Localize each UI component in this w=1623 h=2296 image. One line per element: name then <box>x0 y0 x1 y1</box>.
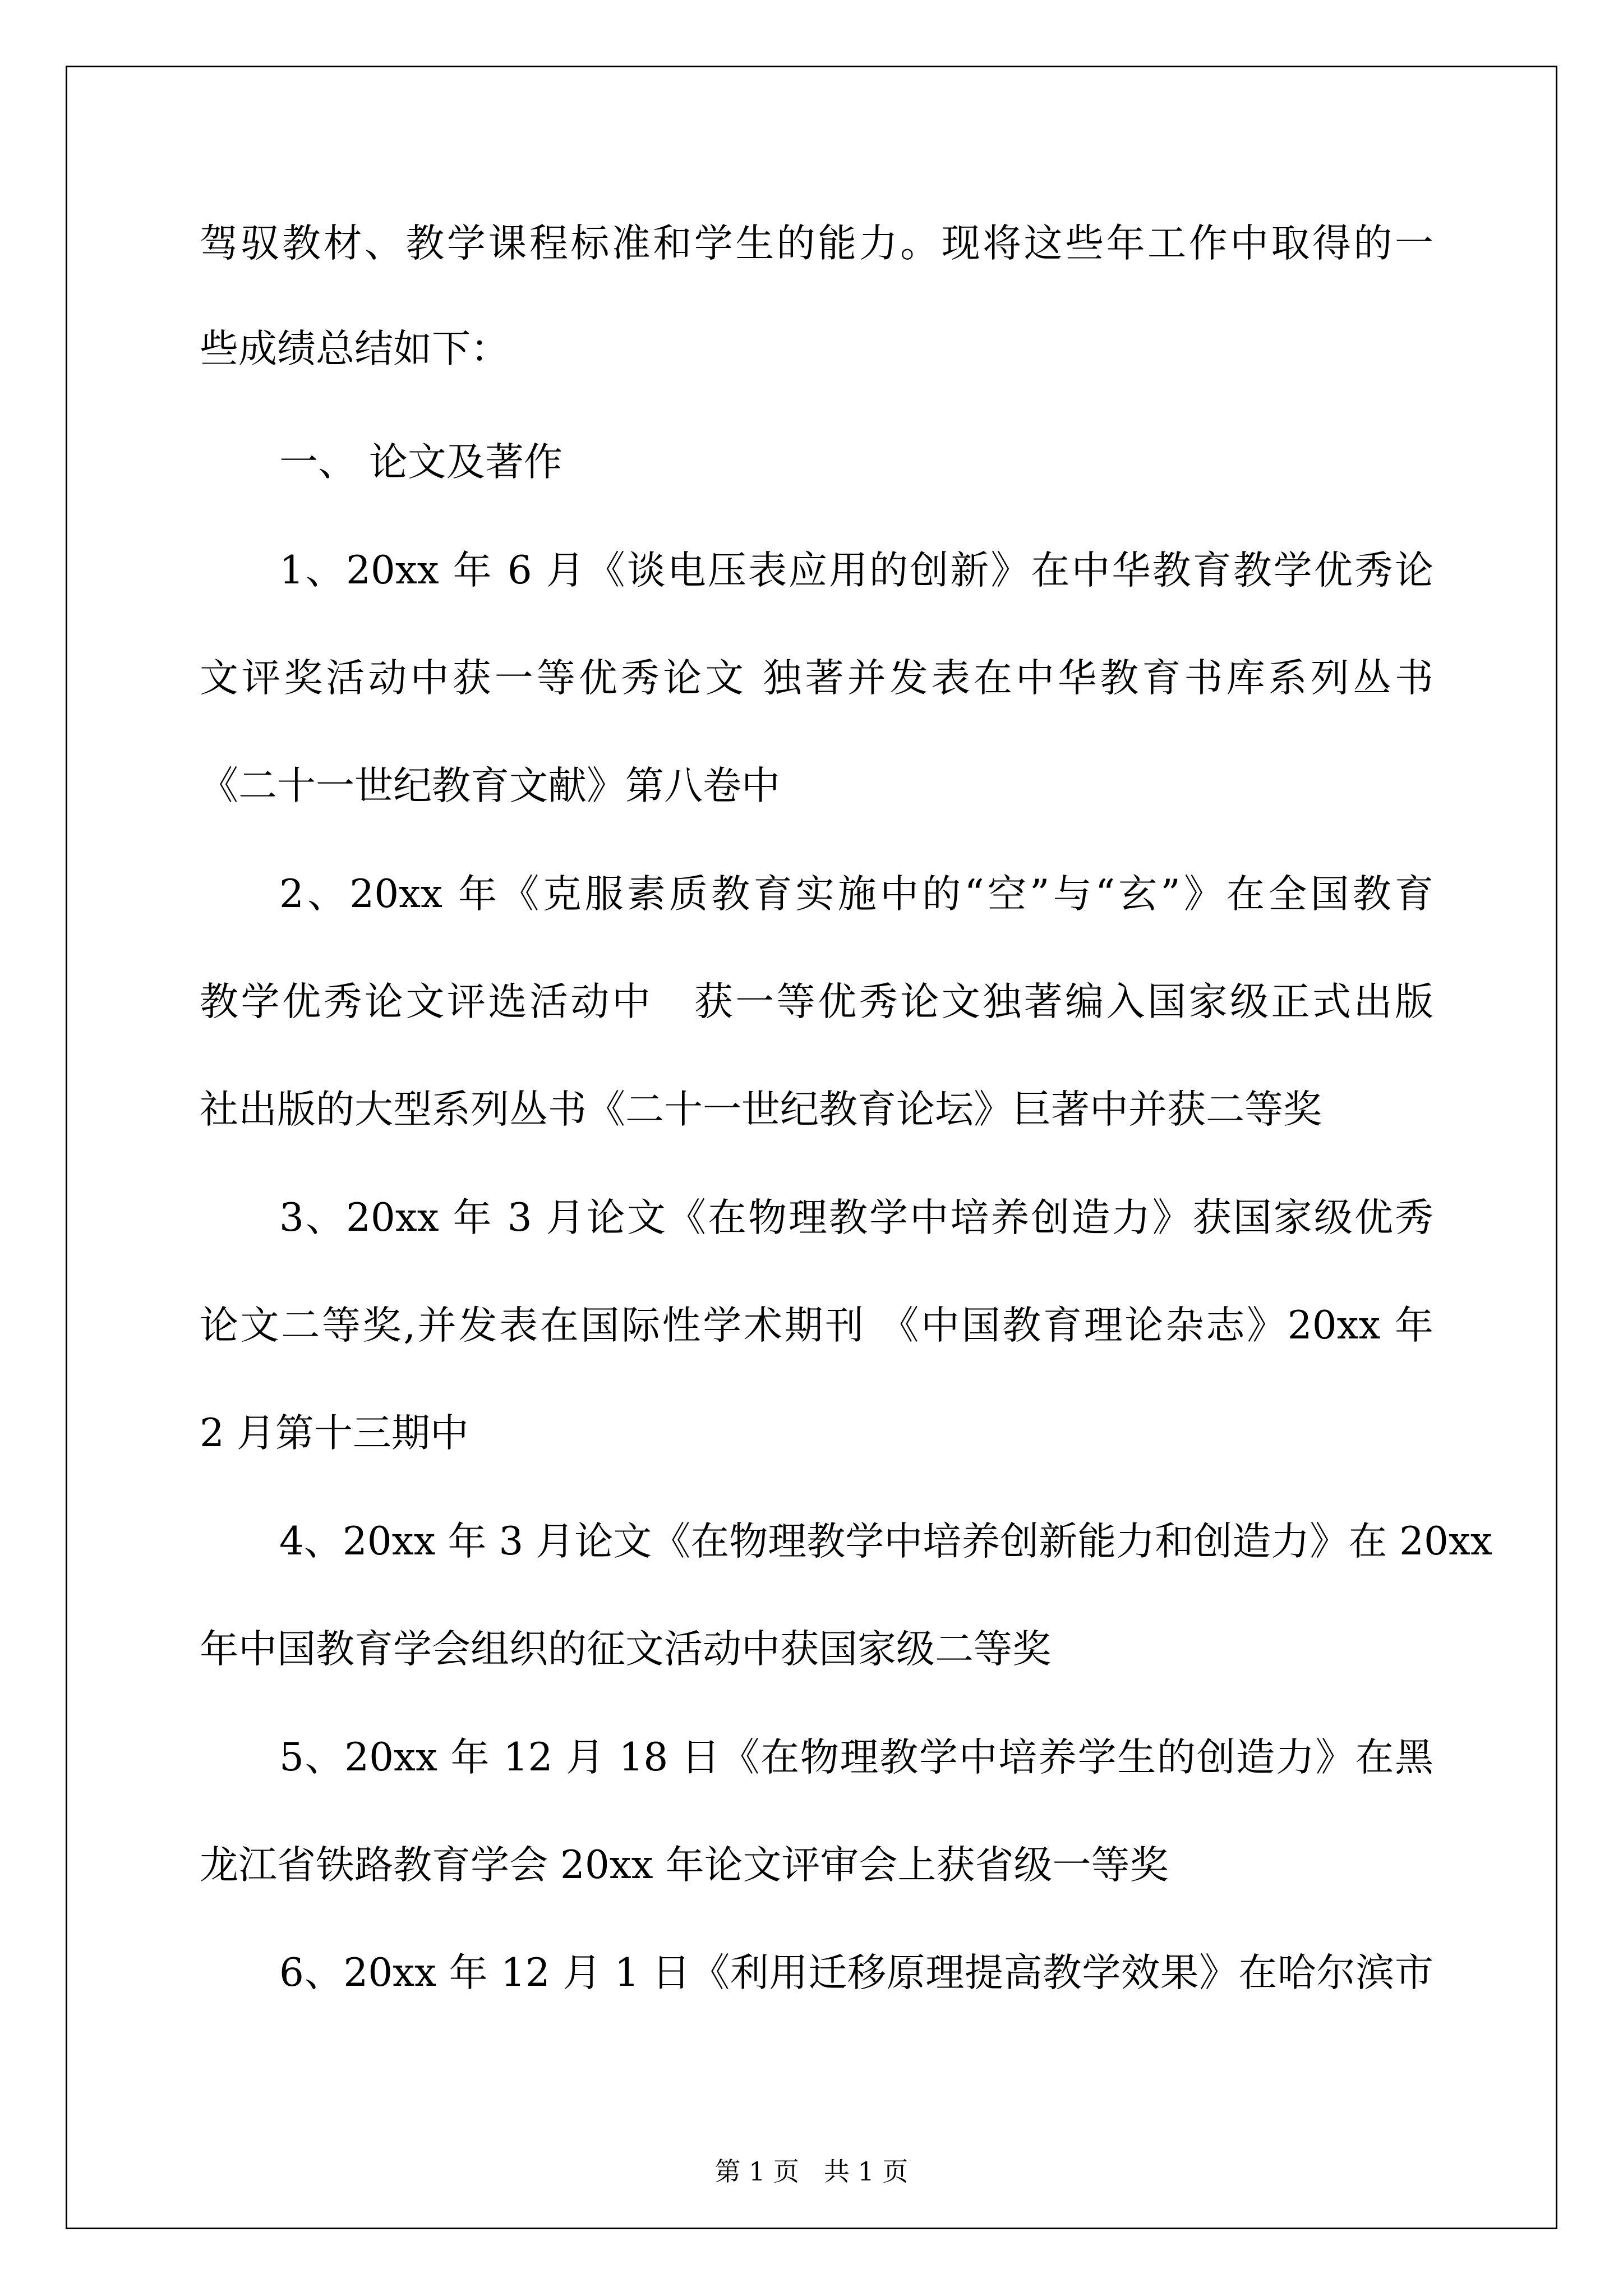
body-text-line: 龙江省铁路教育学会 20xx 年论文评审会上获省级一等奖 <box>200 1843 1169 1888</box>
section-heading: 一、 论文及著作 <box>279 440 562 485</box>
list-item-line: 4、20xx 年 3 月论文《在物理教学中培养创新能力和创造力》在 20xx <box>279 1519 1492 1564</box>
body-text-line: 些成绩总结如下： <box>200 326 509 371</box>
list-item-line: 3、20xx 年 3 月论文《在物理教学中培养创造力》获国家级优秀 <box>279 1195 1433 1240</box>
page-footer: 第 1 页 共 1 页 <box>714 2156 909 2187</box>
list-item-line: 2、20xx 年《克服素质教育实施中的“空”与“玄”》在全国教育 <box>279 872 1433 917</box>
page-border <box>66 66 1557 2229</box>
list-item-line: 5、20xx 年 12 月 18 日《在物理教学中培养学生的创造力》在黑 <box>279 1735 1433 1780</box>
list-item-line: 1、20xx 年 6 月《谈电压表应用的创新》在中华教育教学优秀论 <box>279 548 1433 593</box>
body-text-line: 论文二等奖,并发表在国际性学术期刊 《中国教育理论杂志》20xx 年 <box>200 1303 1433 1348</box>
body-text-line: 文评奖活动中获一等优秀论文 独著并发表在中华教育书库系列丛书 <box>200 656 1433 701</box>
body-text-line: 社出版的大型系列丛书《二十一世纪教育论坛》巨著中并获二等奖 <box>200 1087 1322 1132</box>
body-text-line: 教学优秀论文评选活动中 获一等优秀论文独著编入国家级正式出版 <box>200 979 1433 1024</box>
list-item-line: 6、20xx 年 12 月 1 日《利用迁移原理提高教学效果》在哈尔滨市 <box>279 1950 1433 1995</box>
body-text-line: 《二十一世纪教育文献》第八卷中 <box>200 763 780 808</box>
body-text-line: 年中国教育学会组织的征文活动中获国家级二等奖 <box>200 1627 1051 1672</box>
body-text-line: 2 月第十三期中 <box>200 1411 469 1456</box>
body-text-line: 驾驭教材、教学课程标准和学生的能力。现将这些年工作中取得的一 <box>200 221 1433 266</box>
